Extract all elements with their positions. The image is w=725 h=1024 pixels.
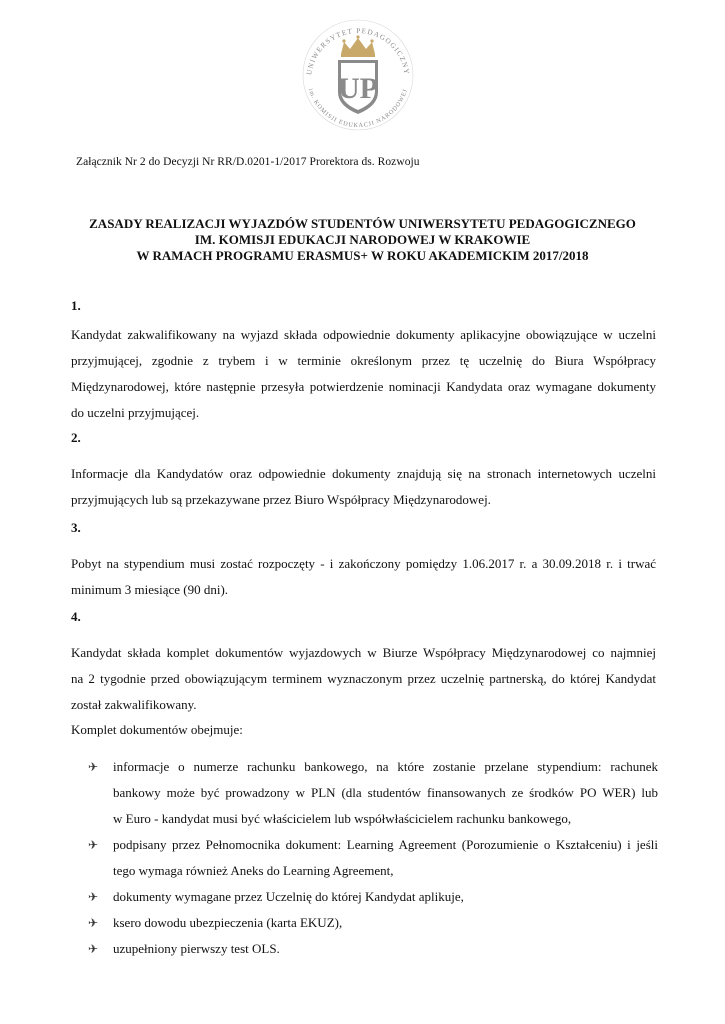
annex-reference: Załącznik Nr 2 do Decyzji Nr RR/D.0201-1/2017 Prorektora ds. Rozwoju	[76, 156, 420, 168]
section-4-paragraph	[71, 640, 656, 718]
title-line-2: IM. KOMISJI EDUKACJI NARODOWEJ W KRAKOWIE	[194, 232, 531, 247]
section-2-paragraph	[71, 461, 656, 513]
paragraph-line: przyjmujących lub są przekazywane przez Biuro Współpracy Międzynarodowej.	[71, 492, 491, 507]
paragraph-line: przyjmującej, zgodnie z trybem i w terminie określonym przez tę uczelnię do Biura Współpracy	[71, 353, 656, 368]
airplane-icon: ✈	[88, 838, 99, 852]
airplane-icon: ✈	[88, 890, 99, 904]
airplane-icon: ✈	[88, 942, 99, 956]
airplane-icon: ✈	[88, 760, 99, 774]
list-item-line: ksero dowodu ubezpieczenia (karta EKUZ),	[113, 915, 343, 930]
title-line-1: ZASADY REALIZACJI WYJAZDÓW STUDENTÓW UNIWERSYTETU PEDAGOGICZNEGO	[89, 216, 636, 231]
list-item-line: bankowy może być prowadzony w PLN (dla studentów finansowanych ze środków PO WER) lub	[113, 785, 658, 800]
section-2-number: 2.	[71, 430, 81, 445]
paragraph-line: został zakwalifikowany.	[71, 697, 197, 712]
paragraph-line: Informacje dla Kandydatów oraz odpowiednie dokumenty znajdują się na stronach internetowych uczelni	[71, 466, 656, 481]
airplane-icon: ✈	[88, 916, 99, 930]
list-item	[88, 910, 658, 936]
paragraph-line: Pobyt na stypendium musi zostać rozpoczęty - i zakończony pomiędzy 1.06.2017 r. a 30.09.2018 r. i trwać	[71, 556, 656, 571]
crown-icon	[341, 35, 375, 57]
section-4-number: 4.	[71, 609, 81, 624]
paragraph-line: do uczelni przyjmującej.	[71, 405, 200, 420]
section-1-number: 1.	[71, 298, 81, 313]
paragraph-line: Kandydat zakwalifikowany na wyjazd składa odpowiednie dokumenty aplikacyjne obowiązujące w uczelni	[71, 327, 656, 342]
documents-intro: Komplet dokumentów obejmuje:	[71, 722, 243, 737]
list-item	[88, 832, 658, 884]
section-1-paragraph	[71, 322, 656, 426]
list-item	[88, 884, 658, 910]
university-logo	[297, 14, 419, 136]
list-item-line: tego wymaga również Aneks do Learning Agreement,	[113, 863, 394, 878]
paragraph-line: Kandydat składa komplet dokumentów wyjazdowych w Biurze Współpracy Międzynarodowej co najmniej	[71, 645, 656, 660]
title-line-3: W RAMACH PROGRAMU ERASMUS+ W ROKU AKADEMICKIM 2017/2018	[136, 248, 589, 263]
paragraph-line: na 2 tygodnie przed obowiązującym terminem wyznaczonym przez uczelnię partnerską, do której Kandydat	[71, 671, 656, 686]
logo-ring-text-top: UNIWERSYTET PEDAGOGICZNY	[305, 26, 411, 76]
list-item-line: w Euro - kandydat musi być właścicielem lub współwłaścicielem rachunku bankowego,	[113, 811, 572, 826]
logo-ring-text-bottom: im. KOMISJI EDUKACJI NARODOWEJ	[306, 87, 410, 130]
list-item-line: dokumenty wymagane przez Uczelnię do której Kandydat aplikuje,	[113, 889, 464, 904]
section-3-paragraph	[71, 551, 656, 603]
list-item-line: podpisany przez Pełnomocnika dokument: Learning Agreement (Porozumienie o Kształceniu) i jeśli	[113, 837, 658, 852]
paragraph-line: Międzynarodowej, które następnie przesyła potwierdzenie nominacji Kandydata oraz wymagane dokumenty	[71, 379, 656, 394]
logo-monogram: UP	[338, 72, 378, 105]
document-title	[60, 216, 665, 264]
list-item	[88, 754, 658, 832]
list-item	[88, 936, 658, 962]
section-3-number: 3.	[71, 520, 81, 535]
list-item-line: informacje o numerze rachunku bankowego, na które zostanie przelane stypendium: rachunek	[113, 759, 658, 774]
list-item-line: uzupełniony pierwszy test OLS.	[113, 941, 280, 956]
paragraph-line: minimum 3 miesiące (90 dni).	[71, 582, 229, 597]
documents-list	[88, 754, 658, 962]
